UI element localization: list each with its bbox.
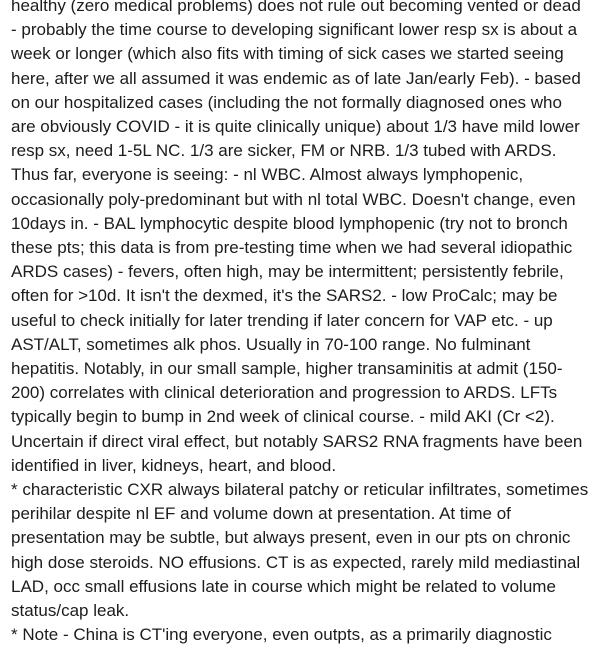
text-line: hepatitis. Notably, in our small sample, higher transaminitis at admit (150- bbox=[11, 359, 563, 379]
text-line: LAD, occ small effusions late in course which might be related to volume bbox=[11, 576, 556, 596]
text-line: these pts; this data is from pre-testing time when we had several idiopathic bbox=[11, 238, 573, 258]
text-line: status/cap leak. bbox=[11, 601, 130, 621]
text-line: perihilar despite nl EF and volume down at presentation. At time of bbox=[11, 504, 511, 524]
text-line: Thus far, everyone is seeing: - nl WBC. Almost always lymphopenic, bbox=[11, 165, 524, 185]
paragraph-china-note bbox=[11, 623, 611, 647]
text-line: here, after we all assumed it was endemic as of late Jan/early Feb). - based bbox=[11, 68, 581, 88]
text-line: * characteristic CXR always bilateral patchy or reticular infiltrates, sometimes bbox=[11, 480, 589, 500]
paragraph-cxr-findings bbox=[11, 478, 611, 623]
text-line: occasionally poly-predominant but with nl total WBC. Doesn't change, even bbox=[11, 189, 576, 209]
text-line: useful to check initially for later trending if later concern for VAP etc. - up bbox=[11, 310, 553, 330]
text-line: often for >10d. It isn't the dexmed, it's the SARS2. - low ProCalc; may be bbox=[11, 286, 558, 306]
text-line: week or longer (which also fits with timing of sick cases we started seeing bbox=[11, 44, 564, 64]
text-line: presentation may be subtle, but always present, even in our pts on chronic bbox=[11, 528, 571, 548]
text-line: typically begin to bump in 2nd week of clinical course. - mild AKI (Cr <2). bbox=[11, 407, 555, 427]
text-line: - probably the time course to developing significant lower resp sx is about a bbox=[11, 20, 578, 40]
text-line: high dose steroids. NO effusions. CT is as expected, rarely mild mediastinal bbox=[11, 552, 581, 572]
text-line: resp sx, need 1-5L NC. 1/3 are sicker, FM or NRB. 1/3 tubed with ARDS. bbox=[11, 141, 557, 161]
text-line: healthy (zero medical problems) does not rule out becoming vented or dead bbox=[11, 0, 581, 15]
text-line: are obviously COVID - it is quite clinically unique) about 1/3 have mild lower bbox=[11, 117, 580, 137]
text-line: 200) correlates with clinical deterioration and progression to ARDS. LFTs bbox=[11, 383, 558, 403]
text-line: Uncertain if direct viral effect, but notably SARS2 RNA fragments have been bbox=[11, 431, 583, 451]
document-text bbox=[11, 0, 611, 647]
text-line: AST/ALT, sometimes alk phos. Usually in 70-100 range. No fulminant bbox=[11, 334, 531, 354]
paragraph-clinical-course bbox=[11, 0, 611, 478]
text-line: on our hospitalized cases (including the not formally diagnosed ones who bbox=[11, 92, 562, 112]
text-line: * Note - China is CT'ing everyone, even outpts, as a primarily diagnostic bbox=[11, 625, 552, 645]
text-line: identified in liver, kidneys, heart, and blood. bbox=[11, 455, 337, 475]
text-line: 10days in. - BAL lymphocytic despite blood lymphopenic (try not to bronch bbox=[11, 213, 568, 233]
text-line: ARDS cases) - fevers, often high, may be intermittent; persistently febrile, bbox=[11, 262, 564, 282]
